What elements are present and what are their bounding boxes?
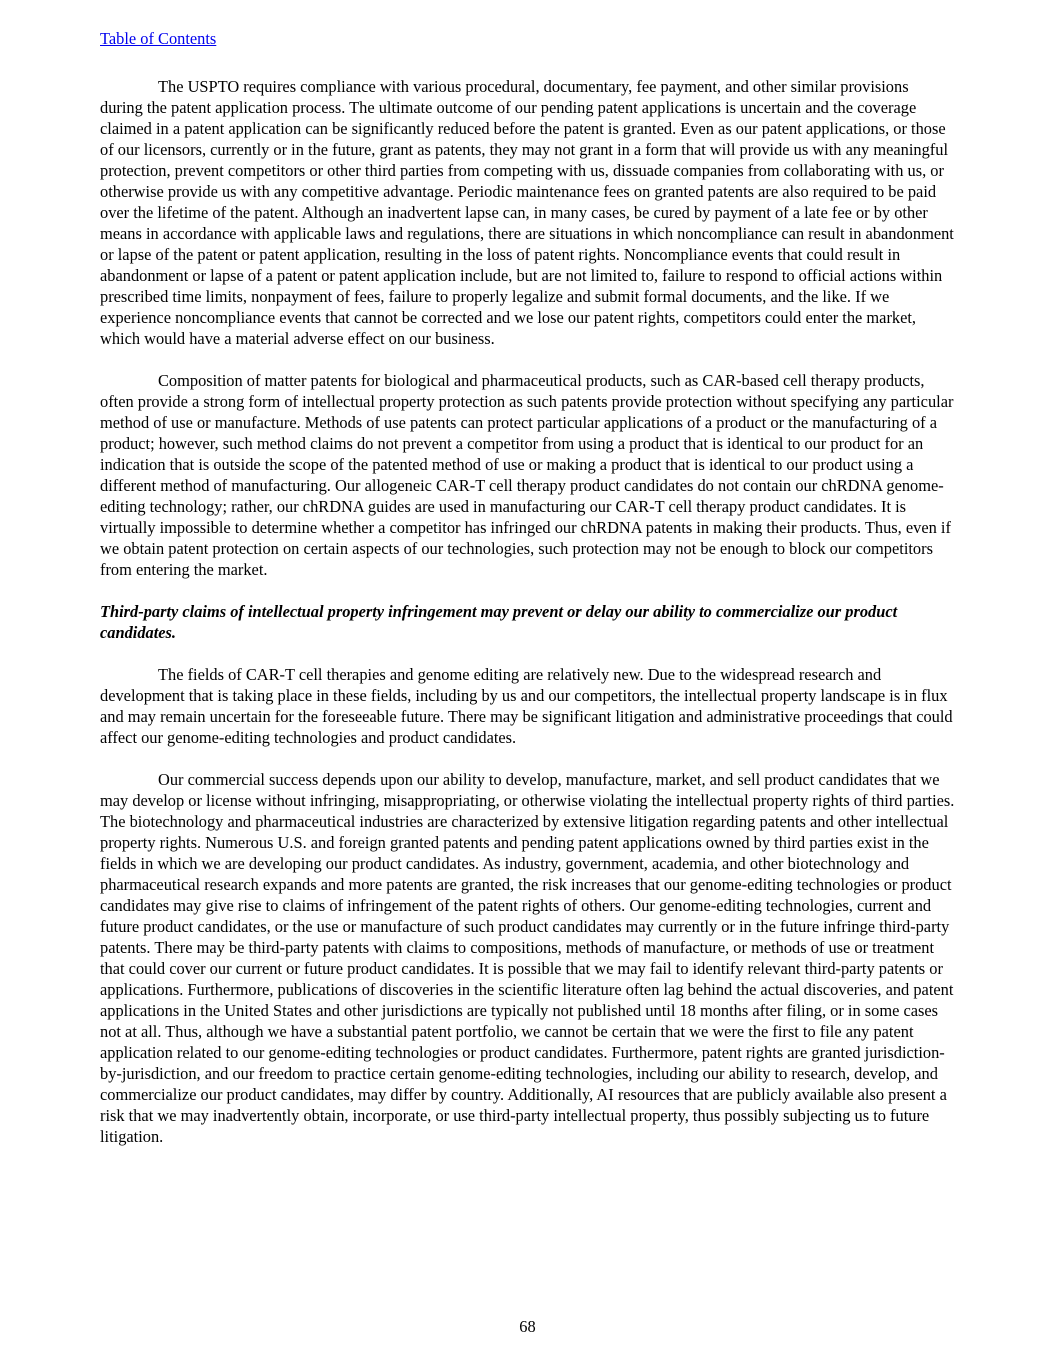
risk-factor-heading-third-party-claims: Third-party claims of intellectual property infringement may prevent or delay our ability to commercialize our product candidates. [100,602,898,642]
paragraph-commercial-success: Our commercial success depends upon our ability to develop, manufacture, market, and sell product candidates that we may develop or license without infringing, misappropriating, or otherwise violating the intellectual property rights of third parties. The biotechnology and pharmaceutical industries are characterized by extensive litigation regarding patents and other intellectual property rights. Numerous U.S. and foreign granted patents and pending patent applications owned by third parties exist in the fields in which we are developing our product candidates. As industry, government, academia, and other biotechnology and pharmaceutical research expands and more patents are granted, the risk increases that our genome-editing technologies or product candidates may give rise to claims of infringement of the patent rights of others. Our genome-editing technologies, current and future product candidates, or the use or manufacture of such product candidates may currently or in the future infringe third-party patents. There may be third-party patents with claims to compositions, methods of manufacture, or methods of use or treatment that could cover our current or future product candidates. It is possible that we may fail to identify relevant third-party patents or applications. Furthermore, publications of discoveries in the scientific literature often lag behind the actual discoveries, and patent applications in the United States and other jurisdictions are typically not published until 18 months after filing, or in some cases not at all. Thus, although we have a substantial patent portfolio, we cannot be certain that we were the first to file any patent application related to our genome-editing technologies or product candidates. Furthermore, patent rights are granted jurisdiction-by-jurisdiction, and our freedom to practice certain genome-editing technologies, including our ability to research, develop, and commercialize our product candidates, may differ by country. Additionally, AI resources that are publicly available also present a risk that we may inadvertently obtain, incorporate, or use third-party intellectual property, thus possibly subjecting us to future litigation. [100,770,955,1146]
paragraph-uspto-compliance: The USPTO requires compliance with various procedural, documentary, fee payment, and other similar provisions during the patent application process. The ultimate outcome of our pending patent applications is uncertain and the coverage claimed in a patent application can be significantly reduced before the patent is granted. Even as our patent applications, or those of our licensors, currently or in the future, grant as patents, they may not grant in a form that will provide us with any meaningful protection, prevent competitors or other third parties from competing with us, dissuade companies from collaborating with us, or otherwise provide us with any competitive advantage. Periodic maintenance fees on granted patents are also required to be paid over the lifetime of the patent. Although an inadvertent lapse can, in many cases, be cured by payment of a late fee or by other means in accordance with applicable laws and regulations, there are situations in which noncompliance can result in abandonment or lapse of the patent or patent application, resulting in the loss of patent rights. Noncompliance events that could result in abandonment or lapse of a patent or patent application include, but are not limited to, failure to respond to official actions within prescribed time limits, nonpayment of fees, failure to properly legalize and submit formal documents, and the like. If we experience noncompliance events that cannot be corrected and we lose our patent rights, competitors could enter the market, which would have a material adverse effect on our business. [100,77,954,348]
table-of-contents-link[interactable]: Table of Contents [100,29,217,48]
paragraph-composition-of-matter: Composition of matter patents for biological and pharmaceutical products, such as CAR-based cell therapy products, often provide a strong form of intellectual property protection as such patents provide protection without specifying any particular method of use or manufacture. Methods of use patents can protect particular applications of a product or the manufacturing of a product; however, such method claims do not prevent a competitor from using a product that is identical to our product for an indication that is outside the scope of the patented method of use or making a product that is identical to our product using a different method of manufacturing. Our allogeneic CAR-T cell therapy product candidates do not contain our chRDNA genome-editing technology; rather, our chRDNA guides are used in manufacturing our CAR-T cell therapy product candidates. It is virtually impossible to determine whether a competitor has infringed our chRDNA patents in making their products. Thus, even if we obtain patent protection on certain aspects of our technologies, such protection may not be enough to block our competitors from entering the market. [100,371,954,579]
paragraph-car-t-fields-new: The fields of CAR-T cell therapies and genome editing are relatively new. Due to the widespread research and development that is taking place in these fields, including by us and our competitors, the intellectual property landscape is in flux and may remain uncertain for the foreseeable future. There may be significant litigation and administrative proceedings that could affect our genome-editing technologies and product candidates. [100,665,953,747]
toc-row [100,28,955,49]
page-number: 68 [519,1317,536,1336]
